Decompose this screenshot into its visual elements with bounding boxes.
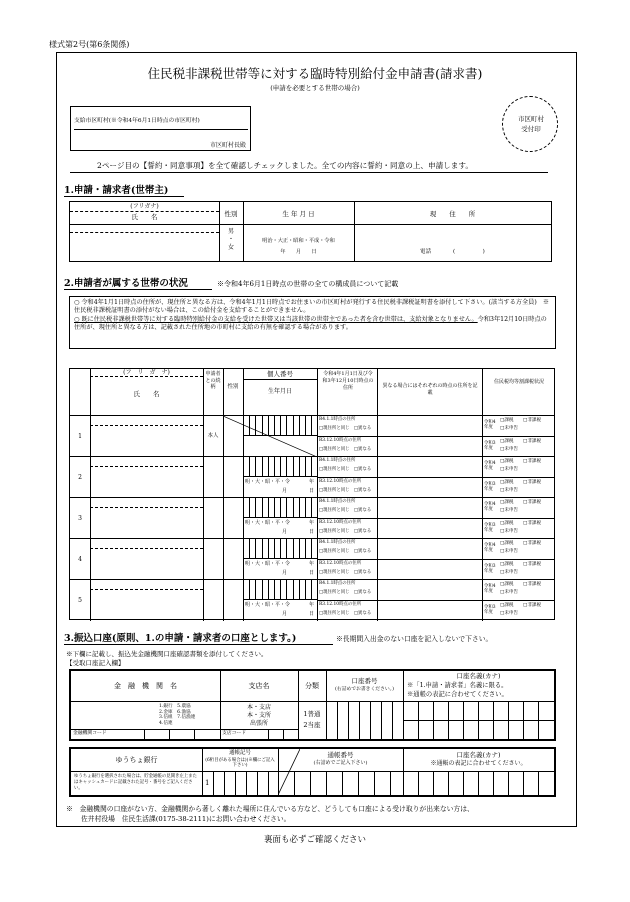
notice1: ○ 令和4年1月1日時点の住所が、現住所と異なる方は、令和4年1月1日時点でお住まいの市区町村が発行する住民税非課税証明書を添付して下さい。(該当する方全員) ※住民税非課税証明書の添付がない場合は、この給付金を支給することができません。 [74,299,550,315]
tax4-nontaxed[interactable]: □非課税 [523,459,542,464]
mynumber-field[interactable] [243,580,317,600]
row-year: 年 [309,602,315,608]
yucho-note: ゆうちょ銀行を選択された場合は、貯金通帳の見開き左上またはキャッシュカードに記載された記号・番号をご記入ください。 [74,774,197,791]
tax4-label: 令和4年度 [484,502,496,512]
tax4-label: 令和4年度 [484,584,496,594]
relation-field[interactable] [203,580,223,621]
holder-note1: ※「1.申請・請求者」名義に限る。 [407,682,508,689]
row-name-field[interactable] [90,426,203,457]
row-year: 年 [309,479,315,485]
bango-field[interactable] [278,771,403,795]
col-other: 異なる場合にはそれぞれの時点の住所を記載 [382,383,478,396]
tax4-taxed[interactable]: □課税 [500,418,514,423]
account-header: 口座番号 [351,677,378,685]
phone-field[interactable]: 電話 ( ) [420,249,485,255]
tax3-unknown[interactable]: □未申告 [500,611,519,616]
sex-male[interactable]: 男 [227,228,234,235]
mynumber-field[interactable] [243,539,317,559]
row-name-field[interactable] [90,467,203,498]
furigana-header: (フリガナ) [130,203,159,210]
row-era[interactable]: 明・大・昭・平・令 [245,479,291,485]
section3-heading-underline [64,644,333,645]
tax3-taxed[interactable]: □課税 [500,562,514,567]
tax4-unknown[interactable]: □未申告 [500,426,519,431]
tax4-taxed[interactable]: □課税 [500,541,514,546]
row-sex-field[interactable] [223,457,243,498]
col-tax: 住民税均等割課税状況 [493,379,544,385]
row-number: 3 [78,514,82,522]
row-era[interactable]: 明・大・昭・平・令 [245,561,291,567]
tax3-nontaxed[interactable]: □非課税 [523,480,542,485]
col-sex: 性別 [227,384,239,390]
bank-type-1: 1.銀行 5.農協 [159,704,191,709]
section3-label: 【受取口座記入欄】 [66,659,125,667]
bank-type-4: 4.信連 [159,721,173,727]
row-sex-field[interactable] [223,539,243,580]
col-relation: 申請者との続柄 [205,371,221,390]
bango-header: 通帳番号 [327,751,354,759]
tax4-label: 令和4年度 [484,543,496,553]
row-era[interactable]: 明・大・昭・平・令 [245,520,291,526]
tax3-taxed[interactable]: □課税 [500,439,514,444]
section2-note: ※令和4年6月1日時点の世帯の全ての構成員について記載 [217,280,399,288]
branch-code-field[interactable] [253,729,298,739]
r040101-label: R4.1.1時点の住所 [319,499,356,504]
col-date: 令和4年1月1日及び令和3年12月10日時点の住所 [322,371,374,391]
r040101-same[interactable]: □現住所と同じ □異なる [319,426,372,431]
r031210-label: R3.12.10時点の住所 [319,602,362,607]
tax3-nontaxed[interactable]: □非課税 [523,562,542,567]
other-address-field[interactable] [377,498,482,539]
kigo-header: 通帳記号 [228,750,251,756]
self-label: 本人 [207,432,219,439]
row-day: 日 [309,529,315,535]
relation-field[interactable] [203,539,223,580]
r031210-label: R3.12.10時点の住所 [319,561,362,566]
yucho-holder-header: 口座名義(カナ) [456,751,501,759]
notice2-underlined: ○ 既に住民税非課税世帯等に対する臨時特別給付金の支給を受けた世帯又は当該世帯の世帯主であった者を含む世帯は、支給対象となりません。 [74,315,478,323]
tax4-unknown[interactable]: □未申告 [500,549,519,554]
row-name-field[interactable] [90,590,203,621]
kigo-first-digit: 1 [205,779,210,787]
row-day: 日 [309,488,315,494]
birth-ymd[interactable]: 年 月 日 [280,249,317,255]
bank-type-3: 3.信組 7.信漁連 [159,715,196,721]
household-table [69,368,555,620]
account-note: (右詰めでお書きください。) [335,687,394,692]
notice2 [74,316,551,333]
row-year: 年 [309,561,315,567]
yucho-table [69,747,556,797]
section2-heading-underline [64,289,212,290]
r031210-same[interactable]: □現住所と同じ □異なる [319,611,372,616]
tax4-unknown[interactable]: □未申告 [500,508,519,513]
type-current[interactable]: 2当座 [303,721,321,729]
bank-name-field[interactable] [71,702,159,729]
section2-heading: 2.申請者が属する世帯の状況 [64,278,188,289]
col-furigana: (フ リ ガ ナ) [123,369,170,376]
row-sex-field[interactable] [223,580,243,621]
r031210-same[interactable]: □現住所と同じ □異なる [319,488,372,493]
tax3-taxed[interactable]: □課税 [500,521,514,526]
tax3-unknown[interactable]: □未申告 [500,447,519,452]
bango-note: (右詰めでご記入下さい) [313,760,368,766]
mayor-label: 市区町村長殿 [209,142,246,149]
name-header: 氏 名 [131,213,158,221]
type-header: 分類 [305,682,319,690]
branch-type-3: 出張所 [249,719,268,727]
applicant-name-field[interactable] [70,233,219,261]
footer-note1: ※ 金融機関の口座がない方、金融機関から著しく離れた場所に住んでいる方など、どうしても口座による受け取りが出来ない方は、 [66,805,474,813]
household-row [70,579,554,620]
r040101-same[interactable]: □現住所と同じ □異なる [319,467,372,472]
other-address-field[interactable] [377,457,482,498]
other-address-field[interactable] [377,539,482,580]
household-row [70,497,554,538]
holder-header: 口座名義(カナ) [456,672,501,680]
tax4-unknown[interactable]: □未申告 [500,467,519,472]
stamp-line1: 市区町村 [518,115,544,123]
municipality-label: 支給市区町村(※令和4年6月1日時点の市区町村) [74,118,200,124]
r040101-label: R4.1.1時点の住所 [319,417,356,422]
r040101-same[interactable]: □現住所と同じ □異なる [319,590,372,595]
tax3-nontaxed[interactable]: □非課税 [523,603,542,608]
birth-header: 生 年 月 日 [282,210,315,218]
confirm-underline [70,172,548,173]
r031210-label: R3.12.10時点の住所 [319,520,362,525]
branch-header: 支店名 [248,682,270,690]
row1-strike [223,416,317,457]
municipality-field[interactable] [74,129,248,130]
tax4-taxed[interactable]: □課税 [500,500,514,505]
row-number: 5 [78,596,82,604]
other-address-field[interactable] [377,416,482,457]
row-number: 1 [78,432,82,440]
row-number: 2 [78,473,82,481]
holder-field[interactable] [403,701,554,739]
applicant-table [69,201,552,262]
r031210-label: R3.12.10時点の住所 [319,438,362,443]
tax3-unknown[interactable]: □未申告 [500,488,519,493]
row-era[interactable]: 明・大・昭・平・令 [245,602,291,608]
municipality-box [70,106,251,151]
tax3-label: 令和3年度 [484,441,496,451]
bank-header: 金 融 機 関 名 [114,682,177,690]
tax4-nontaxed[interactable]: □非課税 [523,582,542,587]
row-year: 年 [309,520,315,526]
mynumber-field[interactable] [243,498,317,518]
household-row [70,456,554,497]
tax3-nontaxed[interactable]: □非課税 [523,521,542,526]
section3-heading: 3.振込口座(原則、1.の申請・請求者の口座とします。) [64,633,297,644]
account-number-field[interactable] [326,701,403,739]
section3-note: ※長期間入出金のない口座を記入しないで下さい。 [336,635,493,643]
address-header: 現 住 所 [429,210,476,218]
tax4-unknown[interactable]: □未申告 [500,590,519,595]
tax4-label: 令和4年度 [484,420,496,430]
tax3-unknown[interactable]: □未申告 [500,529,519,534]
bank-code-label: 金融機関コード [73,731,107,736]
footer-back: 裏面も必ずご確認ください [263,835,366,845]
row-month: 月 [282,611,288,617]
footer-note2: 佐井村役場 住民生活課(0175-38-2111)にお問い合わせください。 [81,815,291,823]
tax4-taxed[interactable]: □課税 [500,582,514,587]
stamp-line2: 受付印 [521,125,541,133]
relation-field[interactable] [203,457,223,498]
household-row [70,538,554,579]
bank-types[interactable] [159,704,195,727]
confirm-text: 2ページ目の【誓約・同意事項】を全て確認しチェックしました。全ての内容に誓約・同意の上、申請します。 [97,161,473,170]
tax4-taxed[interactable]: □課税 [500,459,514,464]
bank-type-2: 2.金庫 6.漁協 [159,709,191,715]
row-month: 月 [282,529,288,535]
tax4-label: 令和4年度 [484,461,496,471]
sex-header: 性別 [224,210,238,218]
notice2-rest: 令和3年12月10日時点の住所が、現住所と異なる方は、記載された住所地の市町村に支給の有無を確認する場合があります。 [74,315,547,332]
tax4-nontaxed[interactable]: □非課税 [523,500,542,505]
row-name-field[interactable] [90,508,203,539]
tax3-nontaxed[interactable]: □非課税 [523,439,542,444]
r040101-same[interactable]: □現住所と同じ □異なる [319,549,372,554]
col-mynumber: 個人番号 [267,370,293,378]
tax4-nontaxed[interactable]: □非課税 [523,541,542,546]
reception-stamp [502,96,558,152]
yucho-holder-note: ※通帳の表記に合わせてください。 [430,760,527,767]
r031210-same[interactable]: □現住所と同じ □異なる [319,447,372,452]
bank-table [69,669,556,741]
bank-code-field[interactable] [119,729,220,739]
r031210-same[interactable]: □現住所と同じ □異なる [319,529,372,534]
page-subtitle: (申請を必要とする世帯の場合) [270,84,360,92]
tax3-label: 令和3年度 [484,523,496,533]
tax4-nontaxed[interactable]: □非課税 [523,418,542,423]
tax3-label: 令和3年度 [484,605,496,615]
holder-note2: ※通帳の表記に合わせてください。 [407,691,508,698]
form-label: 様式第2号(第6条関係) [49,40,130,49]
section3-instr: ※下欄に記載し、振込先金融機関口座確認書類を添付してください。 [66,650,268,658]
yucho-holder-field[interactable] [403,771,554,795]
row-name-field[interactable] [90,549,203,580]
r031210-label: R3.12.10時点の住所 [319,479,362,484]
section1-heading-underline [64,196,184,197]
relation-field[interactable] [203,498,223,539]
branch-types[interactable] [220,704,298,727]
mynumber-field[interactable] [243,457,317,477]
r031210-same[interactable]: □現住所と同じ □異なる [319,570,372,575]
row-day: 日 [309,611,315,617]
branch-type-2: 本・支所 [246,711,271,719]
r040101-label: R4.1.1時点の住所 [319,581,356,586]
branch-type-1: 本・支店 [246,704,271,711]
row-month: 月 [282,488,288,494]
sex-dot: ・ [227,236,234,243]
type-ordinary[interactable]: 1普通 [303,710,321,718]
branch-code-label: 支店コード [222,731,246,736]
tax3-label: 令和3年度 [484,564,496,574]
r040101-label: R4.1.1時点の住所 [319,458,356,463]
r040101-same[interactable]: □現住所と同じ □異なる [319,508,372,513]
notice-box [69,296,556,349]
birth-eras[interactable]: 明治・大正・昭和・平成・令和 [262,238,335,244]
sex-female[interactable]: 女 [227,244,234,251]
section1-heading: 1.申請・請求者(世帯主) [64,185,169,196]
kigo-field[interactable] [202,771,278,795]
tax3-taxed[interactable]: □課税 [500,480,514,485]
r040101-label: R4.1.1時点の住所 [319,540,356,545]
household-row [70,415,554,456]
tax3-unknown[interactable]: □未申告 [500,570,519,575]
page-title: 住民税非課税世帯等に対する臨時特別給付金申請書(請求書) [147,66,483,81]
tax3-taxed[interactable]: □課税 [500,603,514,608]
col-birth: 生年月日 [267,388,292,395]
col-name: 氏 名 [133,390,160,398]
yucho-header: ゆうちょ銀行 [115,756,158,764]
row-sex-field[interactable] [223,498,243,539]
tax3-label: 令和3年度 [484,482,496,492]
row-number: 4 [78,555,82,563]
kigo-note: (6桁目がある場合は)(※欄にご記入下さい) [205,758,275,769]
row-day: 日 [309,570,315,576]
row-month: 月 [282,570,288,576]
other-address-field[interactable] [377,580,482,621]
